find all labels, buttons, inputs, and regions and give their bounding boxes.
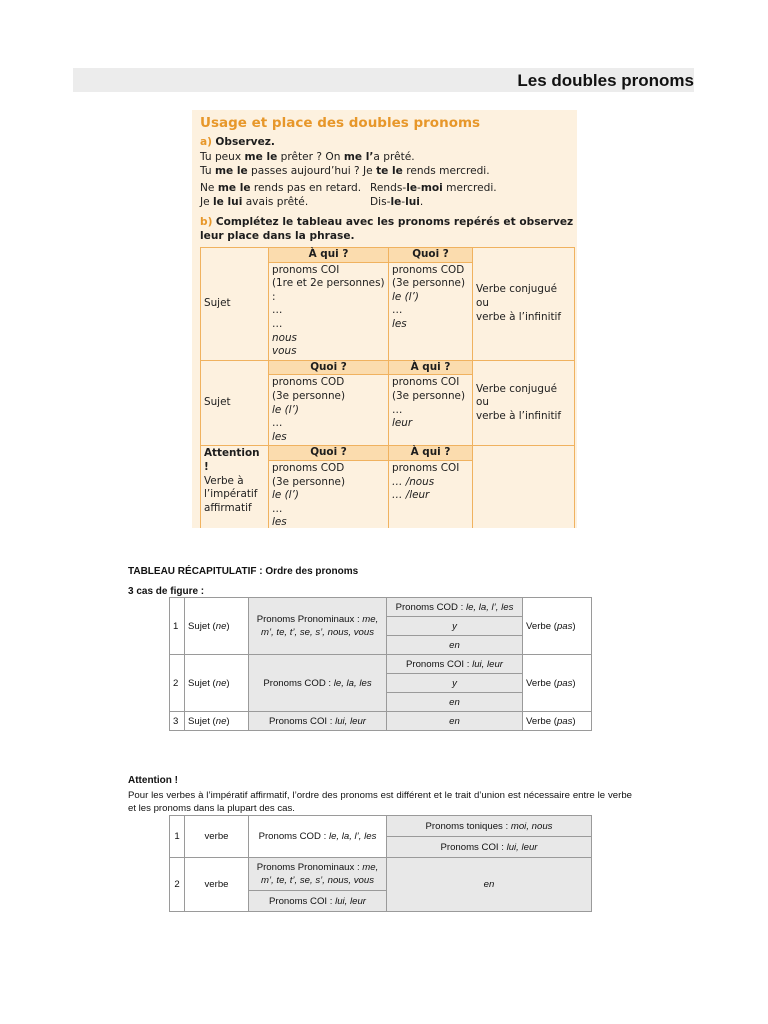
pronoun-cell xyxy=(269,375,389,446)
subject-cell xyxy=(185,598,249,655)
example-pronoun: me le xyxy=(217,182,251,194)
extract-title: Usage et place des doubles pronoms xyxy=(200,115,481,131)
table-row xyxy=(201,446,575,461)
verb-cell xyxy=(523,712,592,731)
cell-line: … xyxy=(392,403,403,416)
example-pronoun: me l’ xyxy=(343,151,374,163)
table-row xyxy=(201,248,575,263)
example-text: Je xyxy=(200,196,214,208)
cell-text: Sujet ( xyxy=(188,620,216,632)
cell-line: pronoms COD xyxy=(272,461,345,474)
example-text: Ne xyxy=(200,182,218,194)
example-text: mercredi. xyxy=(442,182,497,194)
attention-title: Attention ! xyxy=(128,775,178,786)
column-header: À qui ? xyxy=(269,248,389,263)
example-text: rends pas en retard. xyxy=(250,182,362,194)
pronoun-cell xyxy=(387,655,523,674)
pronoun-cell xyxy=(249,858,387,891)
cell-text: moi, nous xyxy=(510,820,553,832)
cell-line: (1re et 2e personnes) : xyxy=(272,277,385,303)
cell-line: (3e personne) xyxy=(392,389,466,402)
table-row xyxy=(170,655,592,674)
cell-text: Pronoms COI : xyxy=(268,895,336,907)
cell-text: Pronoms Pronominaux : xyxy=(256,862,363,873)
cell-text: Pronoms COD : xyxy=(395,601,466,613)
example-6 xyxy=(370,195,423,209)
cell-text: lui, leur xyxy=(335,715,367,727)
pronoun-en: en xyxy=(387,858,592,912)
row-number: 3 xyxy=(170,712,185,731)
verb-line: Verbe conjugué xyxy=(476,283,557,296)
cell-text: ) xyxy=(572,677,576,689)
cell-text: Verbe ( xyxy=(526,715,557,727)
verb-line: Verbe conjugué xyxy=(476,382,557,395)
pronoun-en: en xyxy=(387,693,523,712)
cell-text: ) xyxy=(226,620,230,632)
cell-line: les xyxy=(392,317,407,330)
cell-line: … /nous xyxy=(392,475,435,488)
pronoun-cell xyxy=(269,262,389,360)
example-text: - xyxy=(401,196,406,208)
table-row xyxy=(170,858,592,891)
example-1 xyxy=(200,150,415,164)
cell-line: … xyxy=(272,317,283,330)
example-text: Dis- xyxy=(370,196,391,208)
example-pronoun: te le xyxy=(376,165,403,177)
cell-text: Pronoms COD : xyxy=(258,831,329,842)
example-text: rends mercredi. xyxy=(402,165,490,177)
pronoun-order-table xyxy=(169,597,592,731)
row-number: 1 xyxy=(170,816,185,858)
subject-cell xyxy=(185,712,249,731)
cell-line: pronoms COI xyxy=(392,376,460,389)
recap-title: TABLEAU RÉCAPITULATIF : Ordre des pronoms xyxy=(128,566,359,577)
pronoun-cell xyxy=(389,460,473,528)
example-4 xyxy=(370,181,497,195)
example-3 xyxy=(200,181,361,195)
cell-line: (3e personne) xyxy=(272,475,346,488)
textbook-extract xyxy=(192,110,577,528)
section-b-heading-2 xyxy=(200,229,355,243)
verb-cell xyxy=(473,248,575,361)
cell-line: les xyxy=(272,516,287,528)
cell-line: pronoms COD xyxy=(272,376,345,389)
cell-text: lui, leur xyxy=(472,658,504,670)
cell-text: le, la, l’, les xyxy=(328,831,377,842)
column-header: Quoi ? xyxy=(269,446,389,461)
pronoun-cell xyxy=(249,891,387,912)
pronoun-placement-table xyxy=(200,247,575,528)
pronoun-y: y xyxy=(387,617,523,636)
verb-cell xyxy=(523,598,592,655)
verb-cell: verbe xyxy=(185,816,249,858)
cell-text: ) xyxy=(572,620,576,632)
pronoun-cell xyxy=(269,460,389,528)
column-header: À qui ? xyxy=(389,360,473,375)
column-header: Quoi ? xyxy=(269,360,389,375)
table-row xyxy=(170,816,592,837)
table-row xyxy=(170,712,592,731)
example-5 xyxy=(200,195,308,209)
section-a-heading xyxy=(200,135,275,149)
pronoun-cell xyxy=(389,262,473,360)
cell-text: ne xyxy=(215,715,227,727)
cell-line: nous xyxy=(272,331,297,344)
cell-text: Sujet ( xyxy=(188,677,216,689)
cell-line: pronoms COI xyxy=(272,263,340,276)
cell-line: le (l’) xyxy=(272,489,299,502)
pronoun-cell xyxy=(387,598,523,617)
subject-cell xyxy=(185,655,249,712)
imperative-cell xyxy=(201,446,269,528)
cell-line: pronoms COD xyxy=(392,263,465,276)
cell-text: pas xyxy=(556,677,573,689)
example-text: Rends- xyxy=(370,182,407,194)
cell-text: Pronoms COD : xyxy=(263,677,334,689)
cell-line: … xyxy=(272,417,283,430)
recap-subtitle: 3 cas de figure : xyxy=(128,586,205,597)
example-text: . xyxy=(419,196,424,208)
empty-cell xyxy=(473,446,575,528)
verb-line: ou xyxy=(476,297,489,310)
example-text: prêter ? On xyxy=(277,151,344,163)
cell-line: les xyxy=(272,430,287,443)
pronoun-cell xyxy=(387,816,592,837)
pronoun-cell xyxy=(389,375,473,446)
pronoun-y: y xyxy=(387,674,523,693)
example-text: Tu peux xyxy=(200,151,245,163)
row-number: 1 xyxy=(170,598,185,655)
cell-text: Verbe ( xyxy=(526,677,557,689)
example-pronoun: lui xyxy=(405,196,420,208)
cell-text: pas xyxy=(556,620,573,632)
cell-text: ne xyxy=(215,620,227,632)
example-pronoun: me le xyxy=(244,151,278,163)
subject-cell: Sujet xyxy=(201,360,269,446)
section-a-title: Observez. xyxy=(215,136,275,148)
verb-line: verbe à l’infinitif xyxy=(476,409,562,422)
verb-cell xyxy=(473,360,575,446)
cell-text: le, la, l’, les xyxy=(465,601,514,613)
example-text: a prêté. xyxy=(373,151,415,163)
row-number: 2 xyxy=(170,655,185,712)
example-text: - xyxy=(417,182,421,194)
verb-line: ou xyxy=(476,396,489,409)
cell-line: l’impératif xyxy=(204,488,258,501)
cell-line: Verbe à xyxy=(204,474,244,487)
example-text: avais prêté. xyxy=(242,196,309,208)
cell-text: Pronoms Pronominaux : xyxy=(256,614,363,625)
verb-cell xyxy=(523,655,592,712)
example-pronoun: le xyxy=(406,182,418,194)
cell-line: Attention ! xyxy=(204,447,260,473)
cell-text: ne xyxy=(215,677,227,689)
cell-line: … xyxy=(272,304,283,317)
cell-text: Verbe ( xyxy=(526,620,557,632)
cell-line: pronoms COI xyxy=(392,461,460,474)
cell-text: Pronoms COI : xyxy=(440,841,507,853)
row-number: 2 xyxy=(170,858,185,912)
pronoun-cell xyxy=(249,712,387,731)
cell-text: ) xyxy=(226,715,230,727)
section-a-label: a) xyxy=(200,136,212,148)
example-pronoun: moi xyxy=(420,182,443,194)
attention-text: Pour les verbes à l’impératif affirmatif, l’ordre des pronoms est différent et le trait d’union est nécessaire entre le verbe et les pronoms dans la plupart des cas. xyxy=(128,790,632,814)
cell-line: le (l’) xyxy=(392,290,419,303)
subject-cell: Sujet xyxy=(201,248,269,361)
cell-line: leur xyxy=(392,417,413,430)
page-title: Les doubles pronoms xyxy=(517,71,694,90)
example-pronoun: me le xyxy=(214,165,248,177)
table-row xyxy=(201,360,575,375)
cell-text: me, m’, te, t’, se, s’, nous, vous xyxy=(260,862,379,886)
example-text: passes aujourd’hui ? Je xyxy=(247,165,377,177)
cell-text: lui, leur xyxy=(335,895,367,907)
cell-line: … /leur xyxy=(392,489,430,502)
table-row xyxy=(170,598,592,617)
cell-line: affirmatif xyxy=(204,501,252,514)
cell-text: Sujet ( xyxy=(188,715,216,727)
cell-text: Pronoms COI : xyxy=(405,658,473,670)
example-pronoun: le xyxy=(390,196,402,208)
cell-text: lui, leur xyxy=(506,841,538,853)
section-b-heading xyxy=(200,215,573,229)
pronoun-en: en xyxy=(387,636,523,655)
verb-cell: verbe xyxy=(185,858,249,912)
cell-line: vous xyxy=(272,345,297,358)
cell-text: le, la, les xyxy=(333,677,372,689)
cell-line: (3e personne) xyxy=(392,277,466,290)
cell-line: … xyxy=(272,502,283,515)
cell-text: me, m’, te, t’, se, s’, nous, vous xyxy=(260,614,379,638)
cell-line: … xyxy=(392,304,403,317)
cell-text: pas xyxy=(556,715,573,727)
cell-text: ) xyxy=(572,715,576,727)
pronoun-en: en xyxy=(387,712,523,731)
column-header: Quoi ? xyxy=(389,248,473,263)
pronoun-cell xyxy=(387,837,592,858)
cell-line: (3e personne) xyxy=(272,389,346,402)
pronoun-cell xyxy=(249,816,387,858)
section-b-title-line1: Complétez le tableau avec les pronoms repérés et observez xyxy=(215,216,574,228)
cell-text: Pronoms COI : xyxy=(268,715,336,727)
section-b-title-line2: leur place dans la phrase. xyxy=(200,230,355,242)
pronoun-cell xyxy=(249,598,387,655)
imperative-order-table xyxy=(169,815,592,912)
pronoun-cell xyxy=(249,655,387,712)
example-2 xyxy=(200,164,490,178)
cell-text: Pronoms toniques : xyxy=(425,820,511,832)
page-header xyxy=(73,68,694,92)
example-text: Tu xyxy=(200,165,215,177)
cell-line: le (l’) xyxy=(272,403,299,416)
section-b-label: b) xyxy=(200,216,213,228)
column-header: À qui ? xyxy=(389,446,473,461)
verb-line: verbe à l’infinitif xyxy=(476,310,562,323)
cell-text: ) xyxy=(226,677,230,689)
example-pronoun: le lui xyxy=(213,196,243,208)
